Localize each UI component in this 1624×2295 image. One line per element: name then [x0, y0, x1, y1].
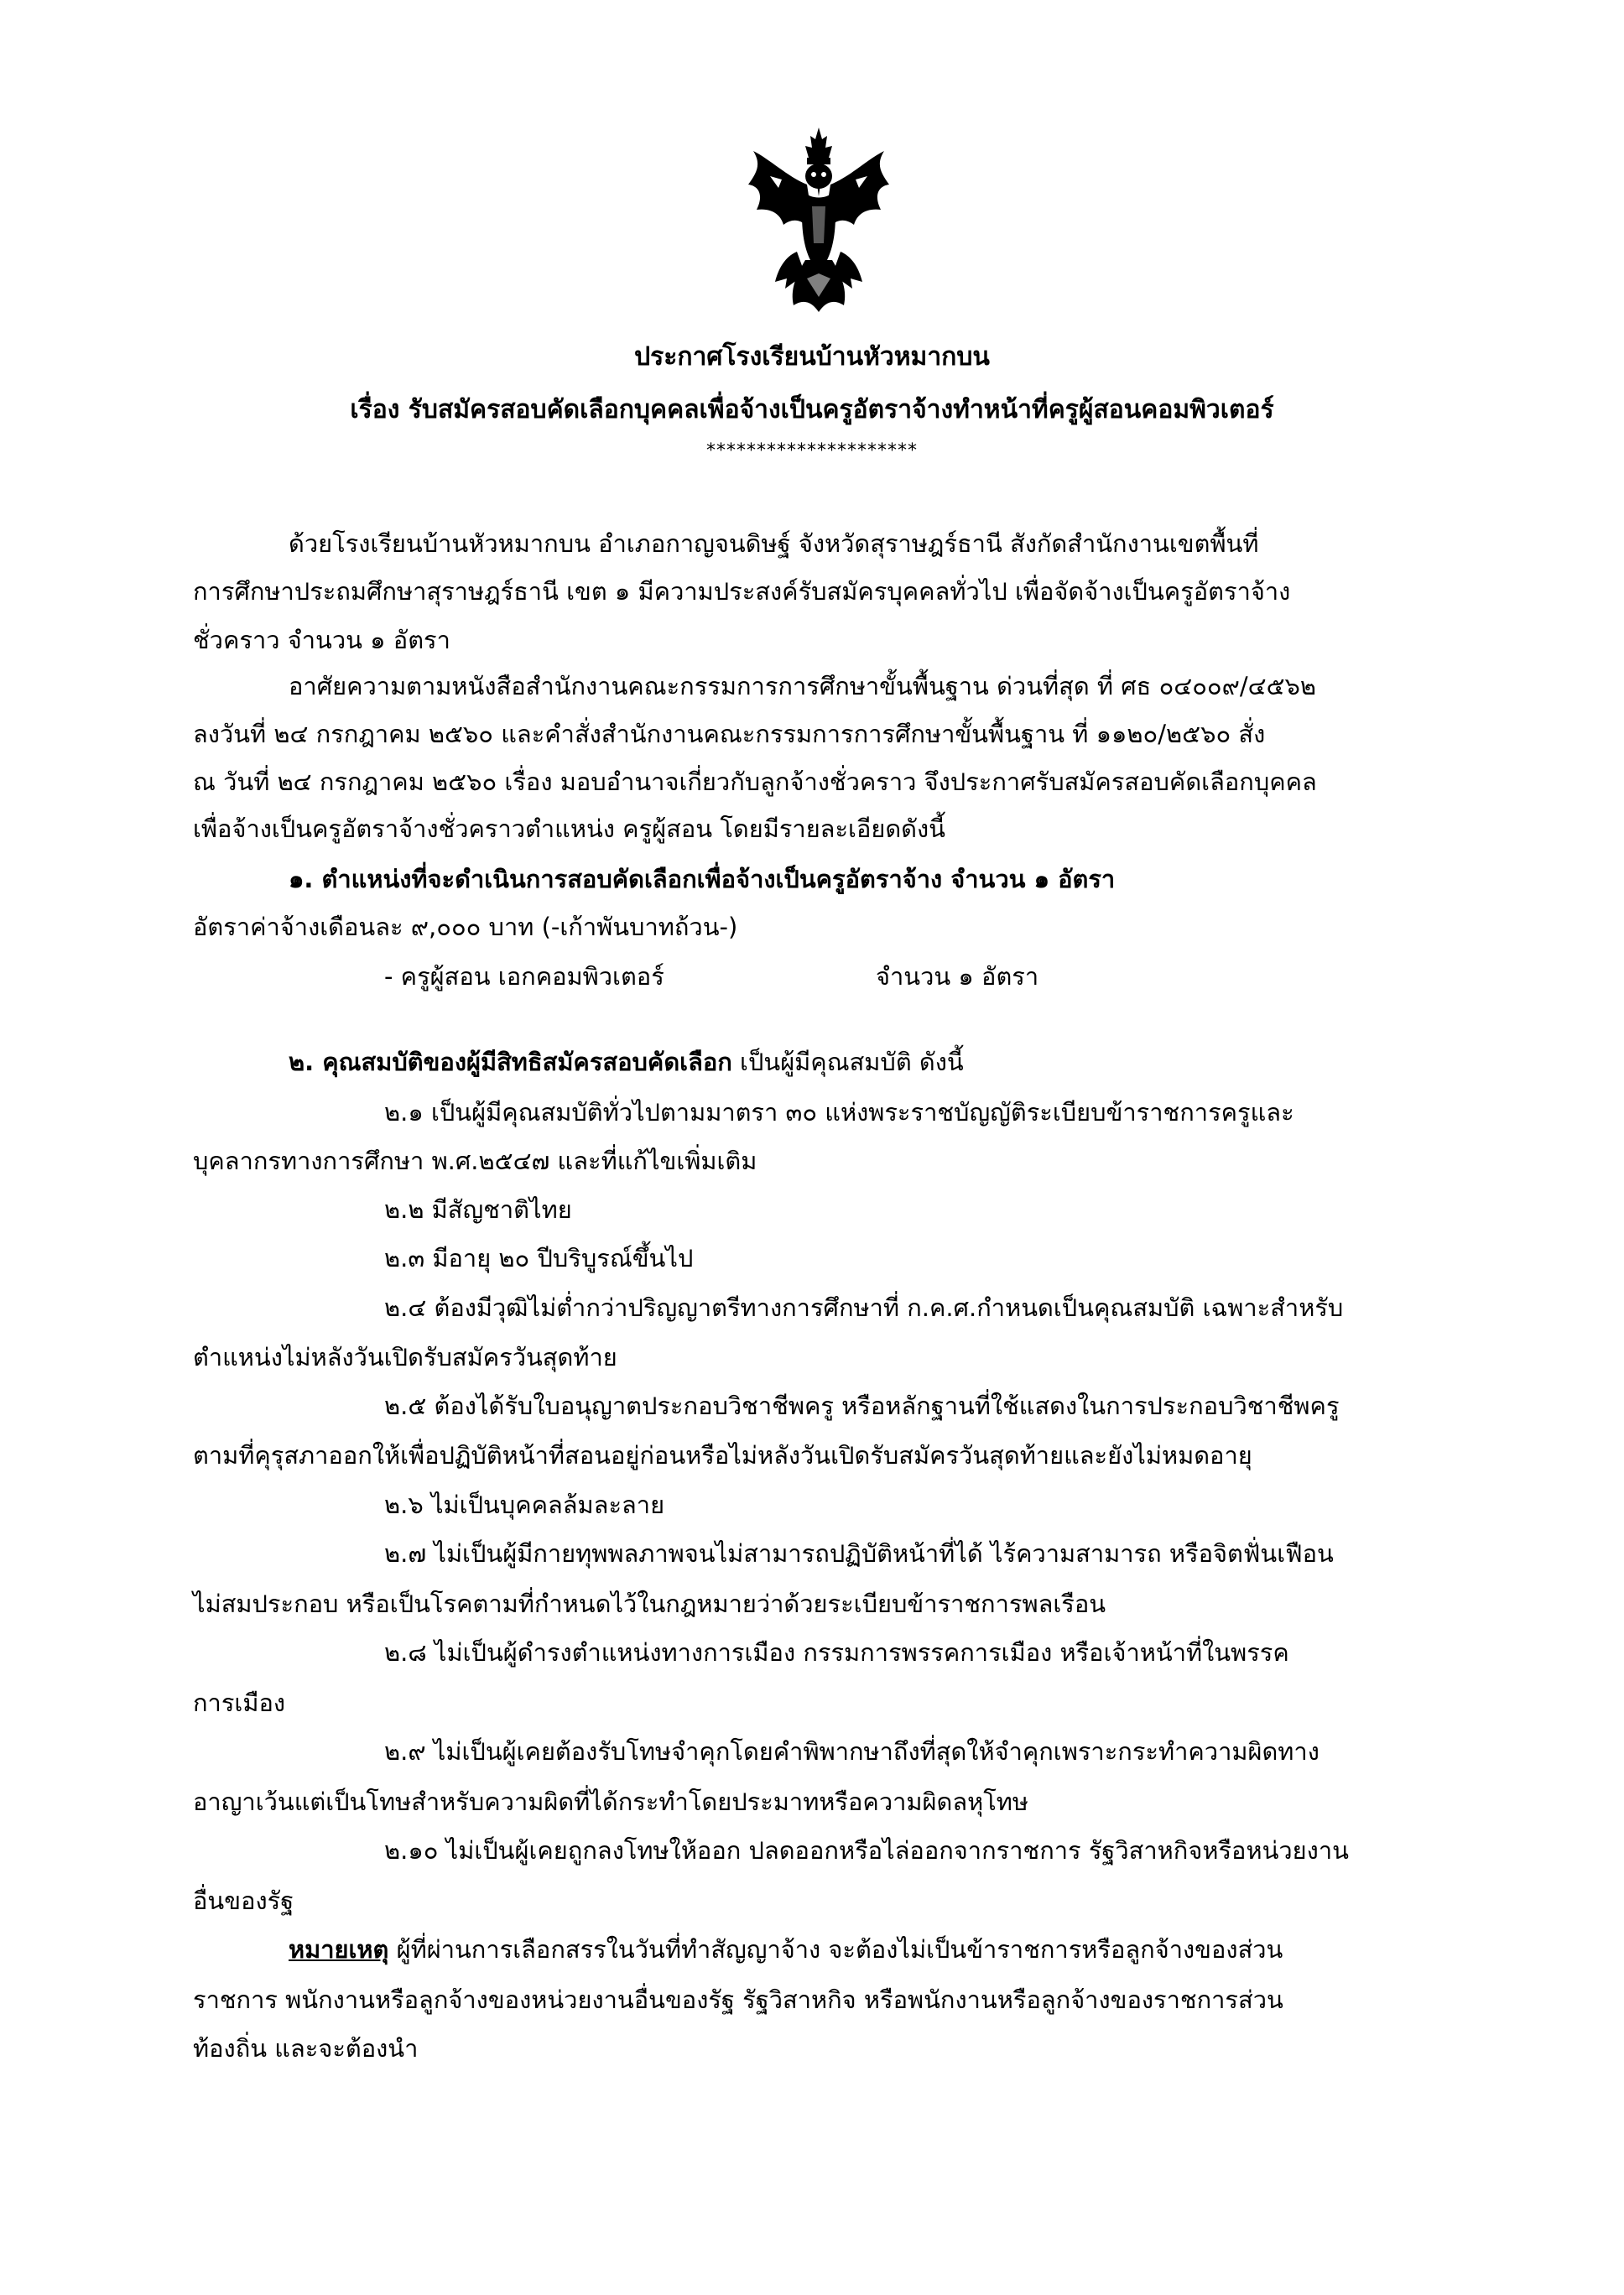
note-line1-text: ผู้ที่ผ่านการเลือกสรรในวันที่ทำสัญญาจ้าง จะต้องไม่เป็นข้าราชการหรือลูกจ้างของส่วน: [388, 1935, 1283, 1964]
section1-heading: ๑. ตำแหน่งที่จะดำเนินการสอบคัดเลือกเพื่อจ้างเป็นครูอัตราจ้าง จำนวน ๑ อัตรา: [289, 865, 1116, 893]
qual-2-3: ๒.๓ มีอายุ ๒๐ ปีบริบูรณ์ขึ้นไป: [384, 1244, 694, 1272]
intro-p1-line2: การศึกษาประถมศึกษาสุราษฎร์ธานี เขต ๑ มีความประสงค์รับสมัครบุคคลทั่วไป เพื่อจัดจ้างเป็นครูอัตราจ้าง: [193, 577, 1291, 606]
intro-p2-line2: ลงวันที่ ๒๔ กรกฎาคม ๒๕๖๐ และคำสั่งสำนักงานคณะกรรมการการศึกษาขั้นพื้นฐาน ที่ ๑๑๒๐/๒๕๖๐ สั่ง: [193, 720, 1266, 748]
qual-2-5-line1: ๒.๕ ต้องได้รับใบอนุญาตประกอบวิชาชีพครู หรือหลักฐานที่ใช้แสดงในการประกอบวิชาชีพครู: [384, 1392, 1340, 1420]
title-separator: *********************: [706, 440, 918, 461]
section2-heading: [289, 1047, 964, 1077]
intro-p1-line1: ด้วยโรงเรียนบ้านหัวหมากบน อำเภอกาญจนดิษฐ์ จังหวัดสุราษฎร์ธานี สังกัดสำนักงานเขตพื้นที่: [289, 529, 1259, 558]
qual-2-5-line2: ตามที่คุรุสภาออกให้เพื่อปฏิบัติหน้าที่สอนอยู่ก่อนหรือไม่หลังวันเปิดรับสมัครวันสุดท้ายและยังไม่หมดอายุ: [193, 1441, 1252, 1470]
section2-heading-rest: เป็นผู้มีคุณสมบัติ ดังนี้: [731, 1048, 964, 1076]
announcement-title: ประกาศโรงเรียนบ้านหัวหมากบน: [634, 342, 990, 372]
section1-wage: อัตราค่าจ้างเดือนละ ๙,๐๐๐ บาท (-เก้าพันบาทถ้วน-): [193, 913, 738, 941]
section2-heading-bold: ๒. คุณสมบัติของผู้มีสิทธิสมัครสอบคัดเลือก: [289, 1048, 732, 1076]
intro-p2-line1: อาศัยความตามหนังสือสำนักงานคณะกรรมการการศึกษาขั้นพื้นฐาน ด่วนที่สุด ที่ ศธ ๐๔๐๐๙/๔๕๖๒: [289, 672, 1317, 700]
qual-2-10-line1: ๒.๑๐ ไม่เป็นผู้เคยถูกลงโทษให้ออก ปลดออกหรือไล่ออกจากราชการ รัฐวิสาหกิจหรือหน่วยงาน: [384, 1836, 1349, 1865]
qual-2-6: ๒.๖ ไม่เป็นบุคคลล้มละลาย: [384, 1491, 665, 1519]
intro-p2-line4: เพื่อจ้างเป็นครูอัตราจ้างชั่วคราวตำแหน่ง ครูผู้สอน โดยมีรายละเอียดดังนี้: [193, 814, 946, 843]
qual-2-9-line2: อาญาเว้นแต่เป็นโทษสำหรับความผิดที่ได้กระทำโดยประมาทหรือความผิดลหุโทษ: [193, 1788, 1029, 1816]
note-line1: [289, 1934, 1283, 1965]
qual-2-9-line1: ๒.๙ ไม่เป็นผู้เคยต้องรับโทษจำคุกโดยคำพิพากษาถึงที่สุดให้จำคุกเพราะกระทำความผิดทาง: [384, 1737, 1320, 1766]
qual-2-8-line1: ๒.๘ ไม่เป็นผู้ดำรงตำแหน่งทางการเมือง กรรมการพรรคการเมือง หรือเจ้าหน้าที่ในพรรค: [384, 1638, 1289, 1667]
qual-2-8-line2: การเมือง: [193, 1689, 286, 1717]
intro-p2-line3: ณ วันที่ ๒๔ กรกฎาคม ๒๕๖๐ เรื่อง มอบอำนาจเกี่ยวกับลูกจ้างชั่วคราว จึงประกาศรับสมัครสอบคัดเลือกบุคคล: [193, 768, 1317, 796]
qual-2-7-line2: ไม่สมประกอบ หรือเป็นโรคตามที่กำหนดไว้ในกฎหมายว่าด้วยระเบียบข้าราชการพลเรือน: [193, 1590, 1106, 1618]
note-line2: ราชการ พนักงานหรือลูกจ้างของหน่วยงานอื่นของรัฐ รัฐวิสาหกิจ หรือพนักงานหรือลูกจ้างของราชการส่วน: [193, 1985, 1283, 2014]
qual-2-2: ๒.๒ มีสัญชาติไทย: [384, 1195, 572, 1224]
section1-position: - ครูผู้สอน เอกคอมพิวเตอร์: [384, 962, 664, 991]
qual-2-1-line1: ๒.๑ เป็นผู้มีคุณสมบัติทั่วไปตามมาตรา ๓๐ แห่งพระราชบัญญัติระเบียบข้าราชการครูและ: [384, 1098, 1294, 1127]
note-label: หมายเหตุ: [289, 1935, 389, 1964]
qual-2-1-line2: บุคลากรทางการศึกษา พ.ศ.๒๕๔๗ และที่แก้ไขเพิ่มเติม: [193, 1147, 757, 1175]
qual-2-7-line1: ๒.๗ ไม่เป็นผู้มีกายทุพพลภาพจนไม่สามารถปฏิบัติหน้าที่ได้ ไร้ความสามารถ หรือจิตฟั่นเฟือน: [384, 1539, 1334, 1568]
garuda-emblem-icon: [745, 126, 893, 315]
intro-p1-line3: ชั่วคราว จำนวน ๑ อัตรา: [193, 626, 450, 654]
note-line3: ท้องถิ่น และจะต้องนำ: [193, 2034, 419, 2063]
section1-position-count: จำนวน ๑ อัตรา: [876, 962, 1039, 991]
qual-2-10-line2: อื่นของรัฐ: [193, 1886, 294, 1915]
qual-2-4-line2: ตำแหน่งไม่หลังวันเปิดรับสมัครวันสุดท้าย: [193, 1343, 617, 1371]
qual-2-4-line1: ๒.๔ ต้องมีวุฒิไม่ต่ำกว่าปริญญาตรีทางการศึกษาที่ ก.ค.ศ.กำหนดเป็นคุณสมบัติ เฉพาะสำหรับ: [384, 1293, 1344, 1322]
announcement-subject: เรื่อง รับสมัครสอบคัดเลือกบุคคลเพื่อจ้างเป็นครูอัตราจ้างทำหน้าที่ครูผู้สอนคอมพิวเตอร์: [350, 395, 1274, 424]
